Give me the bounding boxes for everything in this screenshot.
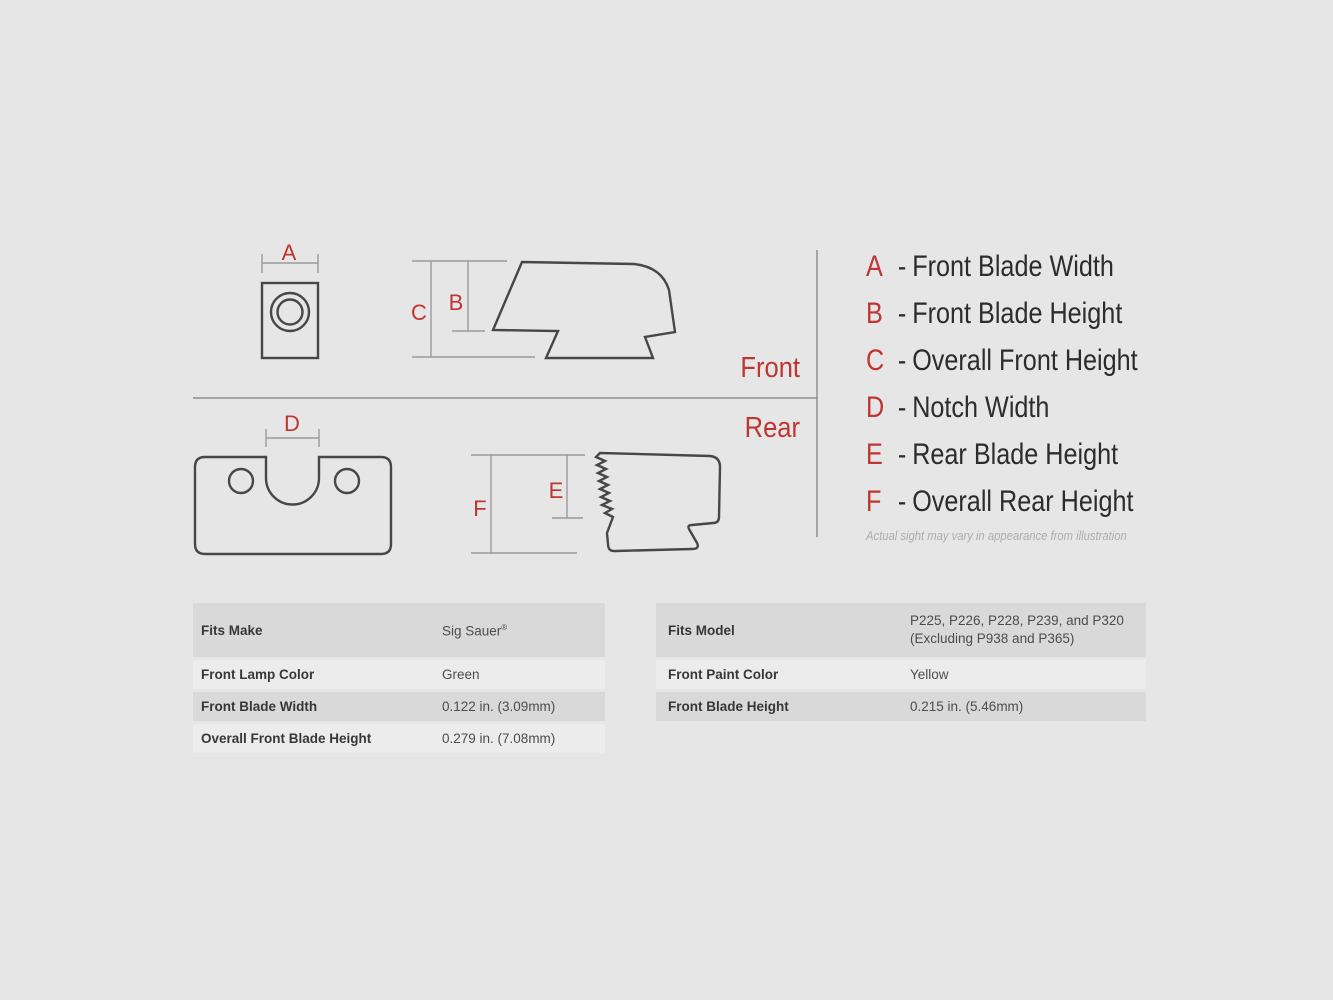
- front-section-label: Front: [740, 352, 800, 384]
- legend-letter: C: [866, 343, 885, 377]
- front-lamp-inner-ring: [278, 300, 303, 325]
- row-label: Front Blade Width: [201, 699, 318, 714]
- row-value-text: Sig Sauer: [442, 623, 502, 639]
- legend-letter: A: [866, 249, 883, 283]
- dim-letter-c: C: [411, 300, 427, 325]
- row-value: 0.215 in. (5.46mm): [910, 698, 1024, 714]
- row-value-line1: P225, P226, P228, P239, and P320: [910, 613, 1124, 628]
- legend-label: Overall Rear Height: [912, 484, 1134, 518]
- spec-table-left: [193, 603, 605, 756]
- dimension-e: [549, 455, 583, 518]
- row-value: [442, 619, 507, 641]
- dim-letter-e: E: [548, 478, 564, 503]
- legend-label: Rear Blade Height: [912, 437, 1119, 471]
- legend-separator: -: [897, 296, 907, 330]
- legend-separator: -: [897, 343, 907, 377]
- front-sight-front-view: [262, 283, 318, 358]
- legend-letter: F: [866, 484, 882, 518]
- row-value-line2: (Excluding P938 and P365): [910, 631, 1075, 646]
- legend-separator: -: [897, 390, 907, 424]
- row-value: Yellow: [910, 666, 949, 682]
- legend-row-a: [866, 243, 1138, 290]
- rear-lamp-right: [335, 469, 359, 493]
- table-row-front-blade-height: [656, 692, 1146, 721]
- registered-trademark: ®: [501, 623, 508, 633]
- rear-sight-side-view: [596, 453, 720, 551]
- row-label: Front Blade Height: [668, 699, 789, 714]
- rear-sight-rear-view: [195, 457, 391, 554]
- dimension-b: [449, 261, 485, 331]
- table-row-front-lamp-color: [193, 660, 605, 689]
- legend-letter: E: [866, 437, 883, 471]
- front-sight-side-view: [493, 262, 675, 358]
- rear-section-label: Rear: [744, 412, 800, 444]
- legend-footnote: Actual sight may vary in appearance from illustration: [866, 529, 1127, 543]
- legend-separator: -: [897, 437, 907, 471]
- row-value: 0.279 in. (7.08mm): [442, 730, 556, 746]
- row-label: Front Paint Color: [668, 667, 779, 682]
- row-value: 0.122 in. (3.09mm): [442, 698, 556, 714]
- legend-letter: B: [866, 296, 883, 330]
- table-row-front-paint-color: [656, 660, 1146, 689]
- legend-row-f: [866, 478, 1138, 525]
- dimension-a: [262, 240, 318, 273]
- legend-row-b: [866, 290, 1138, 337]
- table-row-front-blade-width: [193, 692, 605, 721]
- dimension-f: [471, 455, 585, 553]
- legend-separator: -: [897, 249, 907, 283]
- dim-letter-b: B: [448, 290, 464, 315]
- legend-label: Front Blade Height: [912, 296, 1123, 330]
- legend-letter: D: [866, 390, 885, 424]
- rear-lamp-left: [229, 469, 253, 493]
- dim-letter-d: D: [284, 411, 300, 436]
- dim-letter-a: A: [281, 240, 297, 265]
- spec-table-right: [656, 603, 1146, 724]
- table-row-overall-front-blade-height: [193, 724, 605, 753]
- legend-separator: -: [897, 484, 907, 518]
- legend-label: Overall Front Height: [912, 343, 1138, 377]
- dimension-d: [266, 411, 319, 447]
- legend-label: Notch Width: [912, 390, 1050, 424]
- legend-row-e: [866, 431, 1138, 478]
- row-label: Overall Front Blade Height: [201, 731, 372, 746]
- row-value: Green: [442, 666, 480, 682]
- dimension-legend: [866, 243, 1189, 525]
- legend-row-d: [866, 384, 1138, 431]
- legend-row-c: [866, 337, 1138, 384]
- table-row-fits-make: [193, 603, 605, 657]
- row-value: [910, 612, 1124, 648]
- table-row-fits-model: [656, 603, 1146, 657]
- row-label: Front Lamp Color: [201, 667, 315, 682]
- row-label: Fits Make: [201, 622, 263, 638]
- row-label: Fits Model: [668, 622, 735, 638]
- dim-letter-f: F: [473, 496, 487, 521]
- legend-label: Front Blade Width: [912, 249, 1114, 283]
